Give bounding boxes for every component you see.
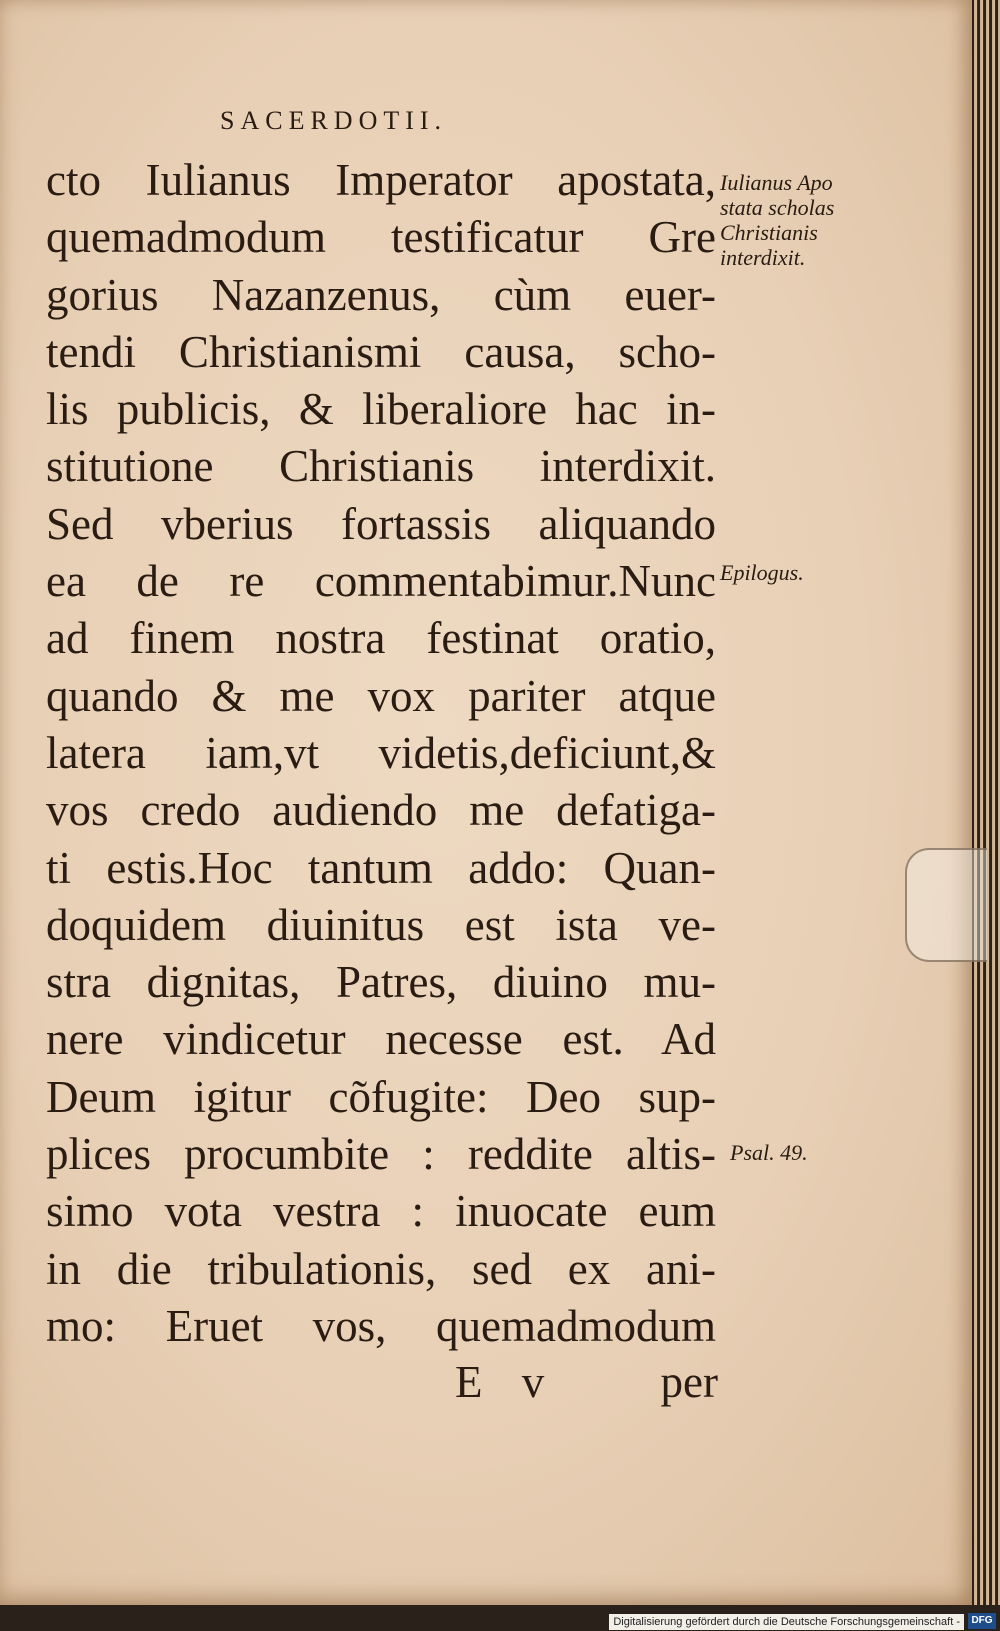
text-line: cto Iulianus Imperator apostata, — [46, 155, 716, 205]
marginal-note-line: stata scholas — [720, 195, 835, 220]
signature-mark: E v — [455, 1357, 559, 1407]
text-line: vos credo audiendo me defatiga- — [46, 785, 716, 836]
text-line: stitutione Christianis interdixit. — [46, 441, 716, 492]
marginal-note-line: Christianis — [720, 220, 818, 245]
marginal-note-line: interdixit. — [720, 245, 806, 270]
signature-line — [455, 1357, 718, 1407]
text-line: nere vindicetur necesse est. Ad — [46, 1014, 716, 1065]
text-line: stra dignitas, Patres, diuino mu- — [46, 957, 716, 1008]
text-line: latera iam,vt videtis,deficiunt,& — [46, 727, 716, 778]
text-line: mo: Eruet vos, quemadmodum — [46, 1300, 716, 1351]
dfg-logo: DFG — [968, 1613, 996, 1629]
plastic-clip — [905, 848, 987, 962]
text-line: lis publicis, & liberaliore hac in- — [46, 384, 716, 435]
catchword: per — [660, 1357, 718, 1407]
marginal-note-epilogus: Epilogus. — [720, 560, 804, 585]
running-head: SACERDOTII. — [220, 106, 448, 135]
marginal-note-line: Iulianus Apo — [720, 170, 833, 195]
text-line: plices procumbite : reddite altis- — [46, 1129, 716, 1180]
page-edges — [972, 0, 1000, 1605]
marginal-note-julianus — [720, 170, 834, 270]
body-text — [46, 152, 716, 1355]
text-line: simo vota vestra : inuocate eum — [46, 1186, 716, 1237]
text-line: Deum igitur cõfugite: Deo sup- — [46, 1071, 716, 1122]
text-line: ea de re commentabimur.Nunc — [46, 556, 716, 607]
text-line: ad finem nostra festinat oratio, — [46, 613, 716, 664]
text-line: quando & me vox pariter atque — [46, 670, 716, 721]
text-line: gorius Nazanzenus, cùm euer- — [46, 269, 716, 320]
text-line: in die tribulationis, sed ex ani- — [46, 1243, 716, 1294]
funding-credit: Digitalisierung gefördert durch die Deutsche Forschungsgemeinschaft - — [609, 1614, 964, 1630]
text-line: ti estis.Hoc tantum addo: Quan- — [46, 842, 716, 893]
text-line: Sed vberius fortassis aliquando — [46, 498, 716, 549]
text-line: tendi Christianismi causa, scho- — [46, 326, 716, 377]
text-line: quemadmodum testificatur Gre — [46, 212, 716, 263]
text-line: doquidem diuinitus est ista ve- — [46, 899, 716, 950]
marginal-note-psalm: Psal. 49. — [730, 1140, 808, 1165]
